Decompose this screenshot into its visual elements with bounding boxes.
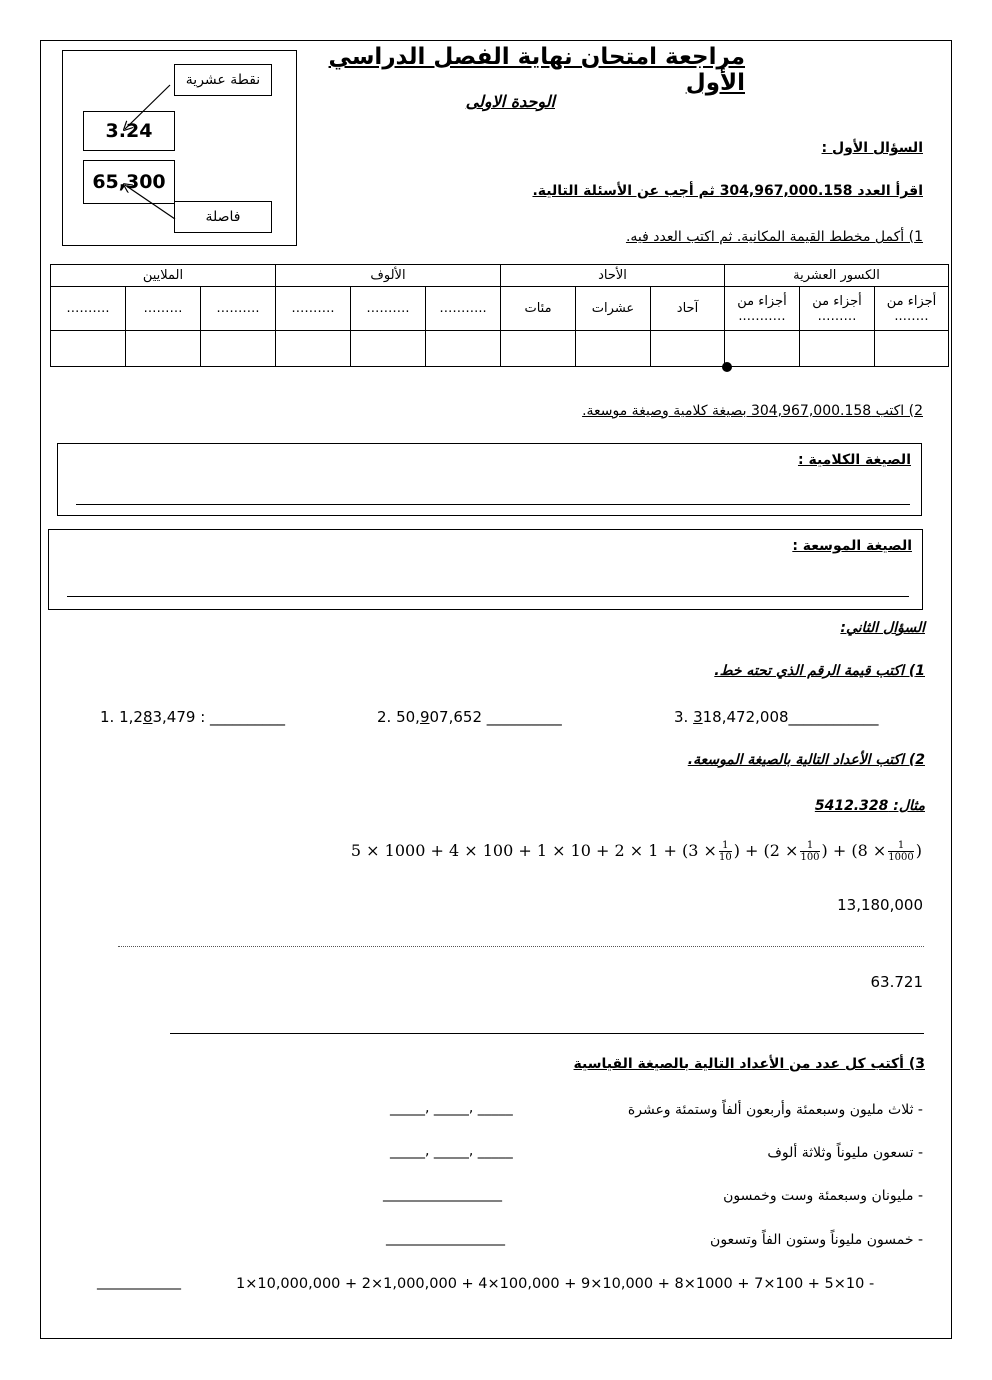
- expression-main: 5 × 1000 + 4 × 100 + 1 × 10 + 2 × 1 +: [350, 841, 683, 860]
- group-ones: الأحاد: [501, 265, 725, 287]
- thousands-cell: ………..: [426, 287, 501, 331]
- page-title: مراجعة امتحان نهاية الفصل الدراسي الأول: [328, 44, 745, 96]
- answer-cell: [126, 331, 201, 367]
- number-part: 07,652: [429, 708, 482, 726]
- item-number: 1.: [100, 708, 115, 726]
- millions-cell: ………: [126, 287, 201, 331]
- q1-instruction: اقرأ العدد 304,967,000.158 ثم أجب عن الأسئلة التالية.: [532, 183, 923, 199]
- number-part: 18,472,008: [702, 708, 789, 726]
- word-form-label: الصيغة الكلامية :: [797, 452, 911, 468]
- term-coef: 2: [769, 841, 780, 860]
- standard-item-text: - مليونان وسبعمئة وست وخمسون: [723, 1188, 923, 1204]
- decimal-cell: أجزاء من ……..: [875, 287, 949, 331]
- answer-cell: [725, 331, 800, 367]
- q2-heading: السؤال الثاني:: [840, 620, 925, 636]
- comma-example: 65,300: [92, 171, 166, 193]
- q1-part2: 2) اكتب 304,967,000.158 بصيغة كلامية وصيغة موسعة.: [582, 403, 923, 419]
- standard-item-blank: _____, _____, _____: [390, 1100, 513, 1116]
- denominator: 100: [800, 852, 820, 863]
- number-b-answer-line: [170, 1033, 924, 1034]
- underlined-digit-item: [377, 708, 562, 726]
- group-decimals: الكسور العشرية: [725, 265, 949, 287]
- underlined-digit-item: [674, 708, 879, 726]
- decimal-example: 3.24: [105, 120, 153, 142]
- denominator: 1000: [888, 852, 914, 863]
- term-coef: 8: [857, 841, 868, 860]
- decimal-point-dot: [722, 362, 732, 372]
- answer-cell: [51, 331, 126, 367]
- standard-item-text: - ثلاث مليون وسبعمئة وأربعون ألفاً وستمئة وعشرة: [627, 1102, 923, 1118]
- answer-cell: [501, 331, 576, 367]
- answer-cell: [351, 331, 426, 367]
- denominator: 10: [718, 852, 732, 863]
- number-a: 13,180,000: [837, 896, 923, 914]
- expanded-form-answer-line: [67, 596, 909, 597]
- decimal-cell: أجزاء من ………..: [725, 287, 800, 331]
- number-a-answer-line: [118, 946, 924, 947]
- legend-box: [62, 50, 297, 246]
- decimal-cell: أجزاء من ………: [800, 287, 875, 331]
- arrow-to-decimal-point: [125, 85, 170, 129]
- number-part: 3,479 :: [152, 708, 206, 726]
- word-form-box: [57, 443, 922, 516]
- millions-cell: ……….: [51, 287, 126, 331]
- fraction: [719, 840, 732, 863]
- answer-cell: [800, 331, 875, 367]
- q2-part1: 1) اكتب قيمة الرقم الذي تحته خط.: [714, 663, 925, 679]
- numerator: 1: [888, 840, 913, 852]
- answer-cell: [651, 331, 725, 367]
- answer-cell: [276, 331, 351, 367]
- decimal-point-label: نقطة عشرية: [185, 72, 261, 88]
- tens-cell: عشرات: [576, 287, 651, 331]
- millions-cell: ……….: [201, 287, 276, 331]
- q1-part1: 1) أكمل مخطط القيمة المكانية. ثم اكتب العدد فيه.: [625, 229, 923, 245]
- number-part: 1,2: [119, 708, 143, 726]
- underlined-digit: 9: [419, 708, 430, 726]
- legend-arrows: [63, 51, 298, 247]
- comma-label: فاصلة: [205, 209, 241, 225]
- word-form-answer-line: [76, 504, 910, 505]
- answer-cell: [426, 331, 501, 367]
- answer-blank: ____________: [788, 708, 879, 726]
- standard-item-blank: _____, _____, _____: [390, 1143, 513, 1159]
- q2-part2: 2) اكتب الأعداد التالية بالصيغة الموسعة.: [687, 752, 925, 768]
- underlined-digit: 8: [142, 708, 153, 726]
- answer-cell: [201, 331, 276, 367]
- units-cell: آحاد: [651, 287, 725, 331]
- underlined-digit-item: [100, 708, 285, 726]
- example-label: مثال: 5412.328: [814, 798, 925, 814]
- item-number: 2.: [377, 708, 392, 726]
- number-part: 50,: [396, 708, 420, 726]
- q1-heading: السؤال الأول :: [821, 140, 923, 156]
- place-value-table: [50, 264, 949, 367]
- answer-blank: __________: [210, 708, 286, 726]
- number-b: 63.721: [870, 973, 923, 991]
- item-number: 3.: [674, 708, 689, 726]
- answer-cell: [875, 331, 949, 367]
- answer-blank: __________: [486, 708, 562, 726]
- q2-part3: 3) أكتب كل عدد من الأعداد التالية بالصيغة القياسية: [573, 1056, 925, 1072]
- numerator: 1: [719, 840, 732, 852]
- last-expression: 1×10,000,000 + 2×1,000,000 + 4×100,000 + 9×10,000 + 8×1000 + 7×100 + 5×10 -: [236, 1276, 875, 1292]
- numerator: 1: [800, 840, 819, 852]
- standard-item-blank: _________________: [383, 1186, 502, 1202]
- thousands-cell: ……….: [276, 287, 351, 331]
- thousands-cell: ……….: [351, 287, 426, 331]
- standard-item-blank: _________________: [386, 1230, 505, 1246]
- expanded-form-box: [48, 529, 923, 610]
- term-coef: 3: [688, 841, 699, 860]
- unit-subtitle: الوحدة الاولى: [465, 92, 555, 111]
- fraction: [800, 840, 819, 863]
- last-expression-blank: ____________: [97, 1274, 181, 1290]
- group-thousands: الألوف: [276, 265, 501, 287]
- group-millions: الملايين: [51, 265, 276, 287]
- answer-cell: [576, 331, 651, 367]
- standard-item-text: - تسعون مليوناً وثلاثة ألوف: [767, 1145, 923, 1161]
- standard-item-text: - خمسون مليوناً وستون الفاً وتسعون: [710, 1232, 923, 1248]
- example-expression: 5 × 1000 + 4 × 100 + 1 × 10 + 2 × 1 + (3 × $\frac{1}{10}$ ) + (2 × $\frac{1}{100}$ ) + (8 × $\frac{1}{1000}$ ): [350, 840, 922, 863]
- fraction: [888, 840, 913, 863]
- expanded-form-label: الصيغة الموسعة :: [792, 538, 912, 554]
- arrow-to-comma: [125, 185, 175, 219]
- underlined-digit: 3: [693, 708, 703, 726]
- hundreds-cell: مئات: [501, 287, 576, 331]
